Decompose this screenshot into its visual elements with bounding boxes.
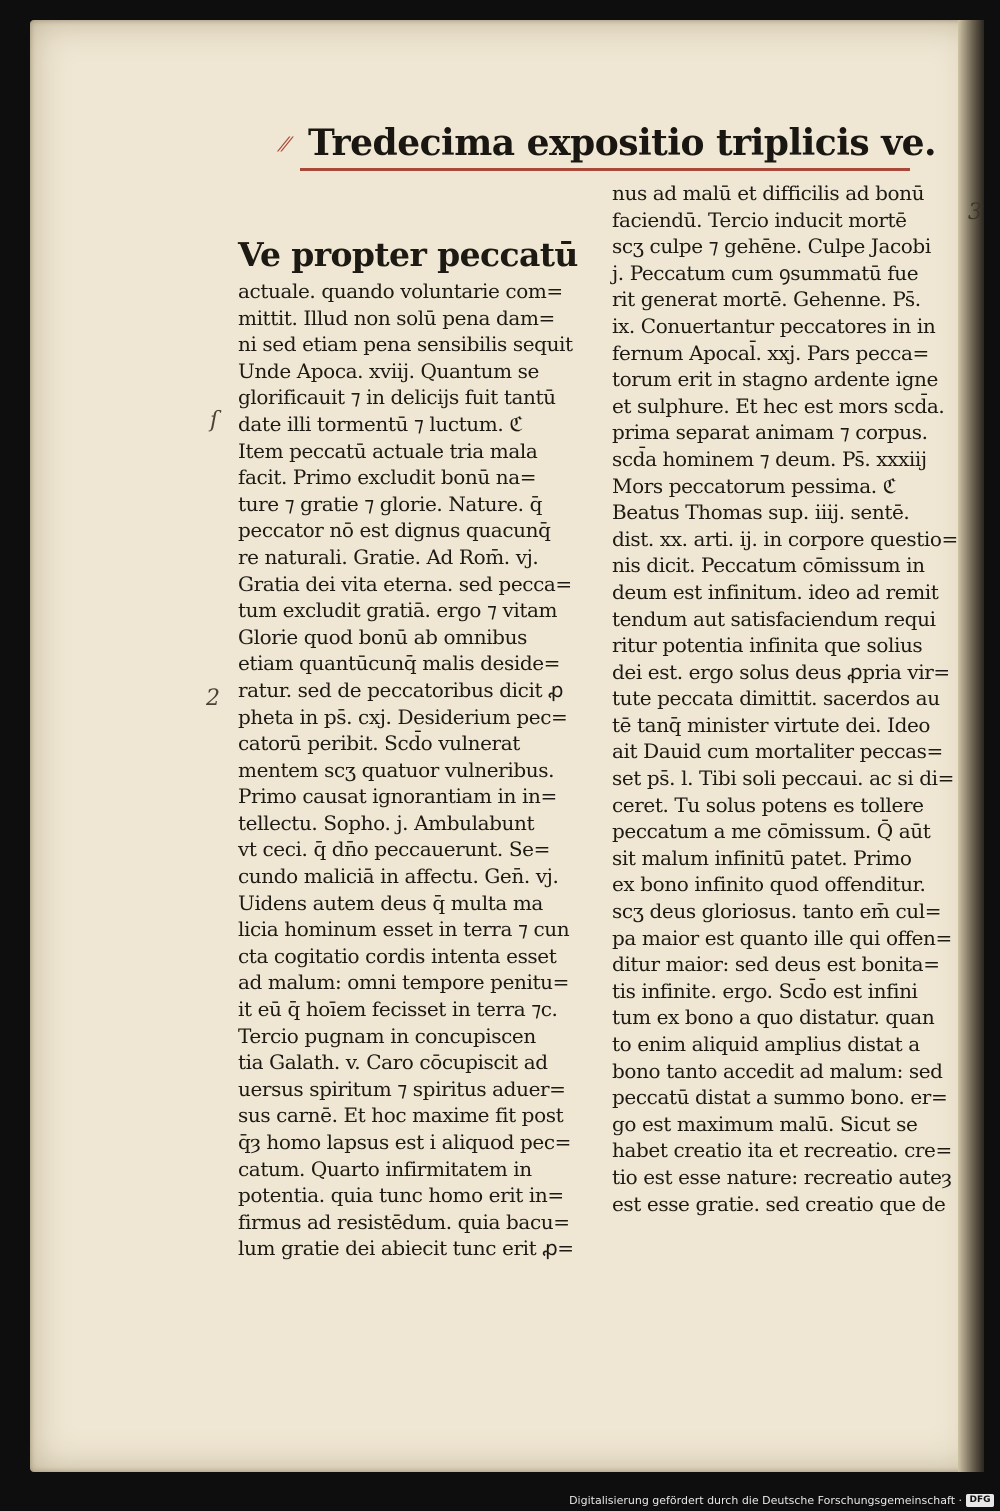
text-line: sus carnē. Et hoc maxime fit post: [238, 1103, 564, 1128]
left-text-column: [238, 232, 598, 1262]
dfg-logo: DFG: [966, 1494, 994, 1507]
text-line: Glorie quod bonū ab omnibus: [238, 624, 527, 649]
text-line: deum est infinitum. ideo ad remit: [612, 579, 939, 604]
text-line: tellectu. Sopho. j. Ambulabunt: [238, 810, 535, 835]
text-line: cundo maliciā in affectu. Gen̄. vj.: [238, 864, 559, 889]
text-line: Gratia dei vita eterna. sed pecca=: [238, 571, 572, 596]
text-line: to enim aliquid amplius distat a: [612, 1032, 920, 1056]
text-line: ditur maior: sed deus est bonita=: [612, 952, 940, 977]
text-line: ait Dauid cum mortaliter peccas=: [612, 739, 943, 764]
text-line: faciendū. Tercio inducit mortē: [612, 207, 907, 232]
text-line: cta cogitatio cordis intenta esset: [238, 943, 557, 968]
text-line: date illi tormentū ⁊ luctum. ℭ: [238, 411, 523, 436]
text-line: sit malum infinitū patet. Primo: [612, 845, 912, 870]
text-line: mentem scʒ quatuor vulneribus.: [238, 757, 555, 782]
text-line: firmus ad resistēdum. quia bacu=: [238, 1209, 570, 1234]
text-line: pheta in ps̄. cxj. Desiderium pec=: [238, 704, 568, 729]
text-line: tum ex bono a quo distatur. quan: [612, 1005, 935, 1030]
text-line: ix. Conuertantur peccatores in in: [612, 313, 936, 338]
text-line: dei est. ergo solus deus ꝓpria vir=: [612, 659, 950, 684]
text-line: ritur potentia infinita que solius: [612, 633, 923, 658]
text-line: Beatus Thomas sup. iiij. sentē.: [612, 500, 910, 525]
text-line: scʒ deus gloriosus. tanto em̄ cul=: [612, 899, 942, 924]
text-line: Ve propter peccatū: [238, 235, 578, 274]
text-line: scd̄a hominem ⁊ deum. Ps̄. xxxiij: [612, 446, 927, 471]
text-line: tē tanq̄ minister virtute dei. Ideo: [612, 712, 931, 737]
text-line: facit. Primo excludit bonū na=: [238, 465, 537, 490]
text-line: Tercio pugnam in concupiscen: [238, 1023, 536, 1048]
text-line: nus ad malū et difficilis ad bonū: [612, 181, 925, 205]
margin-note: 2: [206, 686, 220, 711]
text-line: tio est esse nature: recreatio auteȝ: [612, 1164, 952, 1189]
text-line: ad malum: omni tempore penitu=: [238, 970, 569, 995]
text-line: torum erit in stagno ardente igne: [612, 367, 938, 392]
text-line: catum. Quarto infirmitatem in: [238, 1156, 532, 1181]
text-line: peccatū distat a summo bono. er=: [612, 1085, 948, 1110]
text-line: tendum aut satisfaciendum requi: [612, 606, 936, 631]
text-line: ratur. sed de peccatoribus dicit ꝓ: [238, 677, 564, 702]
text-line: tis infinite. ergo. Scd̄o est infini: [612, 978, 918, 1003]
text-line: Uidens autem deus q̄ multa ma: [238, 890, 543, 915]
text-line: glorificauit ⁊ in delicijs fuit tantū: [238, 385, 556, 410]
text-line: est esse gratie. sed creatio que de: [612, 1191, 946, 1216]
margin-note: ſ: [210, 408, 219, 433]
text-line: j. Peccatum cum ꝯsummatū fue: [612, 260, 919, 285]
text-line: q̄ȝ homo lapsus est i aliquod pec=: [238, 1130, 572, 1154]
text-line: actuale. quando voluntarie com=: [238, 279, 563, 303]
text-line: mittit. Illud non solū pena dam=: [238, 305, 555, 330]
text-line: go est maximum malū. Sicut se: [612, 1111, 918, 1136]
text-line: prima separat animam ⁊ corpus.: [612, 420, 928, 445]
text-line: ni sed etiam pena sensibilis sequit: [238, 332, 573, 357]
text-line: ceret. Tu solus potens es tollere: [612, 792, 924, 817]
text-line: set ps̄. l. Tibi soli peccaui. ac si di=: [612, 766, 954, 791]
text-line: pa maior est quanto ille qui offen=: [612, 925, 952, 950]
right-text-column: [612, 180, 962, 1217]
text-line: Item peccatū actuale tria mala: [238, 438, 538, 463]
heading-rubric-rule: [300, 168, 910, 171]
text-line: potentia. quia tunc homo erit in=: [238, 1183, 564, 1208]
text-line: tute peccata dimittit. sacerdos au: [612, 686, 940, 711]
page-heading: Tredecima expositio triplicis ve.: [308, 122, 937, 164]
text-line: Mors peccatorum pessima. ℭ: [612, 473, 897, 498]
text-line: bono tanto accedit ad malum: sed: [612, 1058, 943, 1083]
text-line: etiam quantūcunq̄ malis deside=: [238, 651, 561, 676]
text-line: tum excludit gratiā. ergo ⁊ vitam: [238, 598, 558, 623]
text-line: habet creatio ita et recreatio. cre=: [612, 1138, 952, 1163]
text-line: dist. xx. arti. ij. in corpore questio=: [612, 526, 958, 551]
text-line: catorū peribit. Scd̄o vulnerat: [238, 731, 520, 756]
text-line: uersus spiritum ⁊ spiritus aduer=: [238, 1076, 566, 1101]
text-line: Primo causat ignorantiam in in=: [238, 784, 557, 809]
text-line: ture ⁊ gratie ⁊ glorie. Nature. q̄: [238, 491, 542, 516]
text-line: Unde Apoca. xviij. Quantum se: [238, 358, 539, 383]
text-line: tia Galath. v. Caro cōcupiscit ad: [238, 1050, 548, 1075]
text-line: fernum Apocal̄. xxj. Pars pecca=: [612, 340, 929, 365]
text-line: et sulphure. Et hec est mors scd̄a.: [612, 393, 945, 418]
text-line: re naturali. Gratie. Ad Rom̄. vj.: [238, 544, 539, 569]
text-line: scʒ culpe ⁊ gehēne. Culpe Jacobi: [612, 234, 931, 259]
text-line: vt ceci. q̄ dn̄o peccauerunt. Se=: [238, 837, 550, 862]
text-line: licia hominum esset in terra ⁊ cun: [238, 917, 570, 942]
text-line: peccator nō est dignus quacunq̄: [238, 518, 551, 543]
text-line: it eū q̄ hoīem fecisset in terra ⁊c.: [238, 997, 558, 1022]
heading-marks: ⁄⁄: [282, 132, 289, 156]
text-line: peccatum a me cōmissum. Q̄ aūt: [612, 819, 931, 844]
text-line: nis dicit. Peccatum cōmissum in: [612, 553, 925, 578]
digitization-credit: Digitalisierung gefördert durch die Deutsche Forschungsgemeinschaft ·: [569, 1494, 962, 1507]
text-line: rit generat mortē. Gehenne. Ps̄.: [612, 287, 921, 312]
text-line: lum gratie dei abiecit tunc erit ꝓ=: [238, 1236, 574, 1261]
margin-note: 3: [968, 200, 982, 225]
text-line: ex bono infinito quod offenditur.: [612, 872, 926, 897]
